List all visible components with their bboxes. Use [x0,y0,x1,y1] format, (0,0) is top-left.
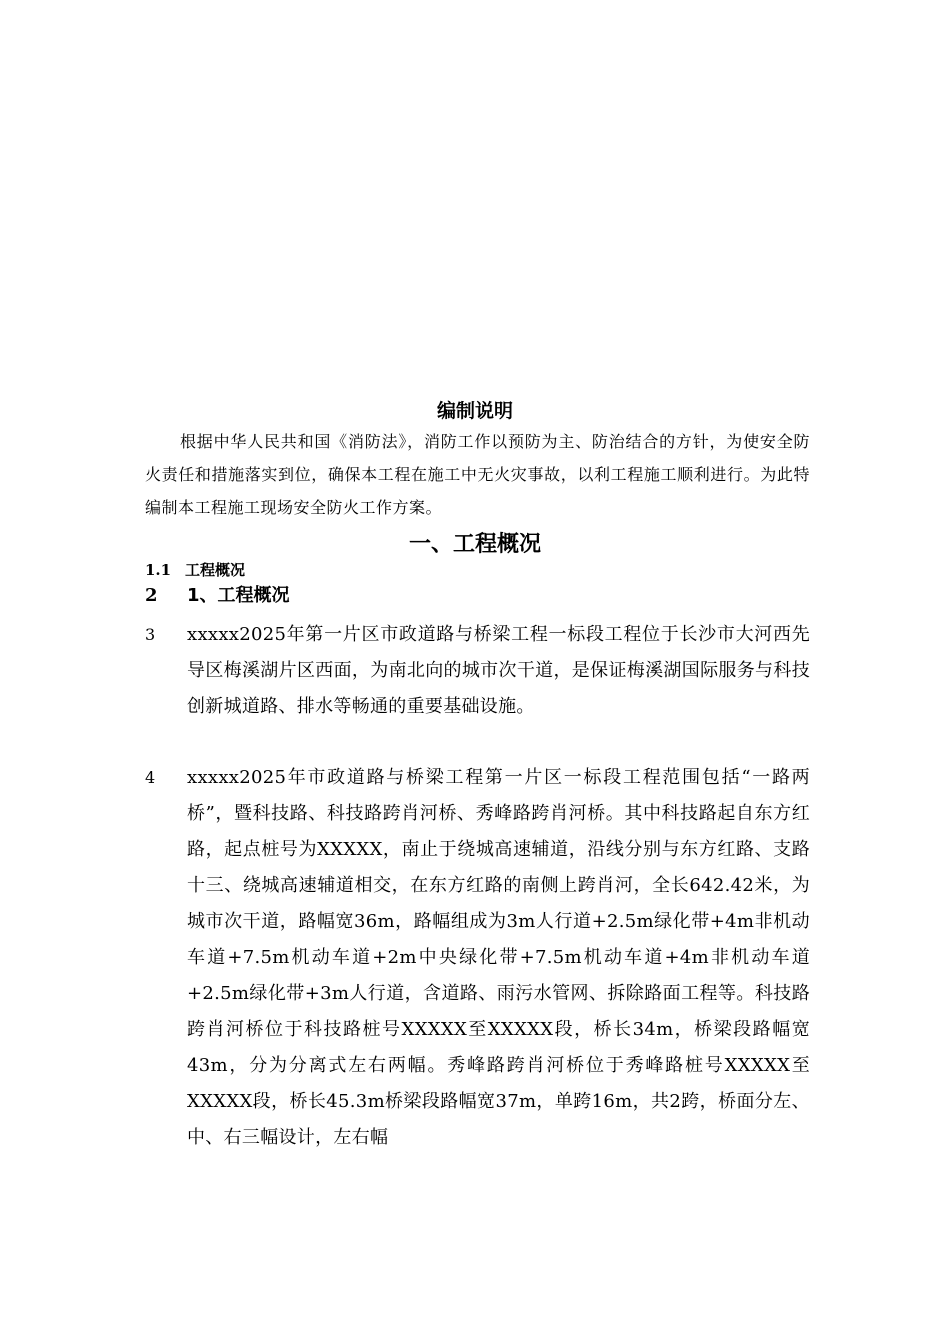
list-item-number: 4 [145,768,156,787]
list-heading-number: 2 [145,585,158,606]
section-heading: 一、工程概况 [408,532,541,557]
list-heading [145,583,290,609]
document-title: 编制说明 [436,400,513,422]
intro-paragraph: 根据中华人民共和国《消防法》，消防工作以预防为主、防治结合的方针，为使安全防火责任和措施落实到位，确保本工程在施工中无火灾事故，以利工程施工顺利进行。为此特编制本工程施工现场安全防火工作方案。 [145,432,810,517]
list-item-number: 3 [145,625,156,644]
list-heading-title: 1、工程概况 [187,585,290,606]
list-item-text: xxxxx2025年市政道路与桥梁工程第一片区一标段工程范围包括“一路两桥”，暨科技路、科技路跨肖河桥、秀峰路跨肖河桥。其中科技路起自东方红路，起点桩号为XXXXX，南止于绕城高速辅道，沿线分别与东方红路、支路十三、绕城高速辅道相交，在东方红路的南侧上跨肖河，全长642.42米，为城市次干道，路幅宽36m，路幅组成为3m人行道+2.5m绿化带+4m非机动车道+7.5m机动车道+2m中央绿化带+7.5m机动车道+4m非机动车道+2.5m绿化带+3m人行道，含道路、雨污水管网、拆除路面工程等。科技路跨肖河桥位于科技路桩号XXXXX至XXXXX段，桥长34m，桥梁段路幅宽43m，分为分离式左右两幅。秀峰路跨肖河桥位于秀峰路桩号XXXXX至XXXXX段，桥长45.3m桥梁段路幅宽37m，单跨16m，共2跨，桥面分左、中、右三幅设计，左右幅 [187,767,810,1148]
subsection-heading [145,560,245,580]
list-item [145,617,810,725]
subsection-title: 工程概况 [185,561,246,579]
subsection-number: 1.1 [145,561,172,579]
list-item [145,760,810,1156]
list-item-text: xxxxx2025年第一片区市政道路与桥梁工程一标段工程位于长沙市大河西先导区梅溪湖片区西面，为南北向的城市次干道，是保证梅溪湖国际服务与科技创新城道路、排水等畅通的重要基础设施。 [187,624,810,717]
